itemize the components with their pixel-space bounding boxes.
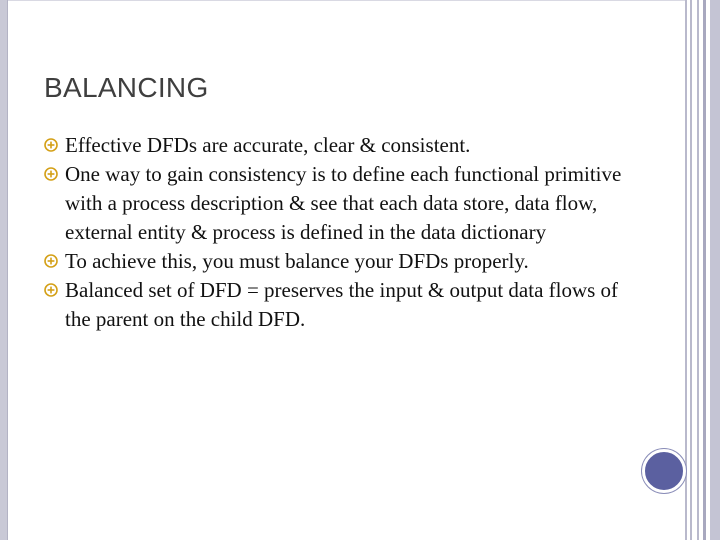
circle-plus-icon — [44, 283, 58, 297]
left-border-rail — [0, 0, 8, 540]
right-rail — [685, 0, 687, 540]
bullet-text: Effective DFDs are accurate, clear & consistent. — [65, 133, 471, 157]
right-rail — [690, 0, 692, 540]
right-rail — [703, 0, 706, 540]
bullet-text: To achieve this, you must balance your DFDs properly. — [65, 249, 529, 273]
bullet-list — [44, 131, 644, 334]
right-rail — [697, 0, 699, 540]
bullet-item — [44, 160, 644, 247]
bullet-item — [44, 276, 644, 334]
right-rail — [710, 0, 720, 540]
decorative-circle-badge — [642, 449, 686, 493]
circle-plus-icon — [44, 138, 58, 152]
bullet-text: Balanced set of DFD = preserves the input & output data flows of the parent on the child DFD. — [65, 278, 619, 331]
circle-plus-icon — [44, 167, 58, 181]
right-border-rails — [685, 0, 720, 540]
bullet-item — [44, 247, 644, 276]
bullet-text: One way to gain consistency is to define each functional primitive with a process description & see that each data store, data flow, external entity & process is defined in the data dictionary — [65, 162, 622, 244]
top-border-rule — [8, 0, 685, 1]
slide-title: BALANCING — [44, 72, 209, 103]
circle-plus-icon — [44, 254, 58, 268]
bullet-item — [44, 131, 644, 160]
